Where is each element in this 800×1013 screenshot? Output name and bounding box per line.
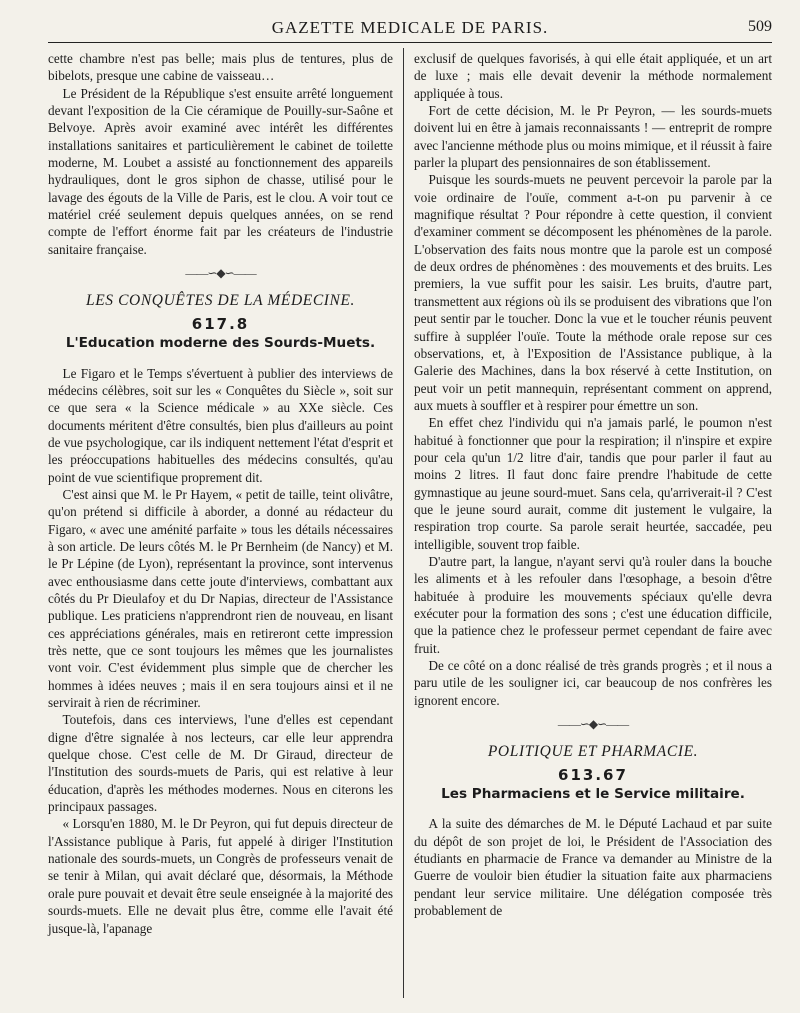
page-number: 509: [748, 18, 772, 35]
paragraph: C'est ainsi que M. le Pr Hayem, « petit de taille, teint olivâtre, qu'on prétend si difficile à aborder, a donné au rédacteur du Figaro, « avec une aménité parfaite » tous les détails nécessaires à son article. De leurs côtés M. le Pr Bernheim (de Nancy) et M. le Pr Lépine (de Lyon), représentant la province, sont intervenus avec enthousiasme dans cette joute d'interviews, combattant aux côtés du Pr Dieulafoy et du Dr Napias, directeur de l'Assistance publique. Les praticiens n'apprendront rien de nouveau, en lisant ces appréciations générales, mais en retireront cette impression très nette, que ce sont toujours les mêmes que les journalistes vont voir. C'est évidemment plus simple que de chercher les hommes à idées neuves ; mais il en sera toujours ainsi et il ne servirait à rien de récriminer.: [48, 486, 393, 711]
left-column: [48, 50, 393, 937]
journal-title: GAZETTE MEDICALE DE PARIS.: [271, 18, 549, 37]
article-number: 617.8: [191, 314, 250, 333]
column-divider: [403, 48, 404, 998]
paragraph: « Lorsqu'en 1880, M. le Dr Peyron, qui fut depuis directeur de l'Assistance publique à Paris, fut appelé à diriger l'Institution nationale des sourds-muets, un Congrès de professeurs venait de se tenir à Milan, qui avait déclaré que, désormais, la Méthode orale pure pouvait et devait être seule enseignée à la majorité des sourds-muets. Elle ne devait plus être, comme elle l'avait été jusque-là, l'apanage: [48, 816, 393, 936]
paragraph: Puisque les sourds-muets ne peuvent percevoir la parole par la voie ordinaire de l'ouïe, comment a-t-on pu parvenir à ce magnifique résultat ? Pour répondre à cette question, il convient d'examiner comment se décomposent les phénomènes de la parole. L'observation des faits nous montre que la parole est un composé de deux ordres de phénomènes : des mouvements et des bruits. Les premiers, la vue suffit pour les saisir. Les bruits, d'autre part, transmettent aux régions où ils se produisent des vibrations que l'on peut sentir par le toucher. Donc la vue et le toucher réunis peuvent suffire à suppléer l'ouïe. Toute la méthode orale repose sur ces observations, et, à l'Exposition de l'Assistance publique, à la Galerie des Machines, dans la box réservé à cette Institution, on peut voir un petit mannequin, représentant comment on apprend, aux muets à souffler et à respirer pour émettre un son.: [414, 172, 772, 413]
paragraph: Le Figaro et le Temps s'évertuent à publier des interviews de médecins célèbres, soit sur les « Conquêtes du Siècle », soit sur ce que sera « la Science médicale » au XXe siècle. Ces documents méritent d'être consultés, bien plus d'ailleurs au point de vue psychologique, car ils indiquent nettement l'état d'esprit et les préoccupations habituelles des médecins consultés, qu'au point de vue scientifique proprement dit.: [48, 365, 393, 485]
paragraph: exclusif de quelques favorisés, à qui elle était appliquée, et un art de luxe ; mais elle devait devenir la méthode normalement appliquée à tous.: [414, 51, 772, 101]
section-title: POLITIQUE ET PHARMACIE.: [487, 743, 699, 761]
right-column: [414, 50, 772, 920]
paragraph: D'autre part, la langue, n'ayant servi qu'à rouler dans la bouche les aliments et à les refouler dans l'œsophage, a besoin d'être habituée à produire les mouvements spéciaux qu'elle devra exécuter pour la formation des sons ; c'est une éducation difficile, que la patience chez le professeur permet cependant de faire avec fruit.: [414, 553, 772, 656]
ornament-divider: ——∽◆∽——: [557, 717, 629, 732]
page-header: [48, 16, 772, 43]
paragraph: De ce côté on a donc réalisé de très grands progrès ; et il nous a paru utile de les souligner ici, car beaucoup de nos confrères les ignorent encore.: [414, 658, 772, 708]
article-title: L'Education moderne des Sourds-Muets.: [65, 335, 376, 352]
paragraph: cette chambre n'est pas belle; mais plus de tentures, plus de bibelots, presque une cabine de vaisseau…: [48, 51, 393, 84]
section-title: LES CONQUÊTES DE LA MÉDECINE.: [86, 292, 355, 310]
paragraph: Fort de cette décision, M. le Pr Peyron, — les sourds-muets doivent lui en être à jamais reconnaissants ! — entreprit de rompre avec l'ancienne méthode plus ou moins mimique, et il réussit à faire parler la plupart des pensionnaires de son établissement.: [414, 103, 772, 171]
paragraph: Le Président de la République s'est ensuite arrêté longuement devant l'exposition de la Cie céramique de Pouilly-sur-Saône et Belvoye. Après avoir examiné avec intérêt les différentes installations sanitaires et particulièrement le cabinet de toilette moderne, M. Loubet a assisté au fonctionnement des appareils hydrauliques, dont le gros siphon de chasse, utilisé pour le lavage des égouts de la Ville de Paris, est le clou. A voir tout ce matériel créé seulement depuis quelques années, on se rend compte de l'effort énorme fait par les créateurs de l'industrie sanitaire française.: [48, 85, 393, 257]
paragraph: A la suite des démarches de M. le Député Lachaud et par suite du dépôt de son projet de loi, le Président de l'Association des étudiants en pharmacie de France va demander au Ministre de la Guerre de vouloir bien étudier la situation faite aux pharmaciens pendant leur service militaire. Une délégation composée très probablement de: [414, 816, 772, 919]
article-title: Les Pharmaciens et le Service militaire.: [441, 786, 745, 803]
paragraph: Toutefois, dans ces interviews, l'une d'elles est cependant digne d'être signalée à nos lecteurs, car elle leur apprendra quelque chose. C'est celle de M. Dr Giraud, directeur de l'Institution des sourds-muets de Paris, qui est relative à leur éducation, d'après les méthodes modernes. Nous en citerons les principaux passages.: [48, 712, 393, 815]
paragraph: En effet chez l'individu qui n'a jamais parlé, le poumon n'est habitué à fonctionner que pour la respiration; il n'inspire et expire pour cela qu'un 1/2 litre d'air, tandis que pour parler il faut au moins 2 litres. Il faut donc faire prendre l'habitude de cette gymnastique au jeune sourd-muet. Sans cela, qu'arriverait-il ? C'est que le jeune sourd aurait, comme dit justement le vulgaire, la respiration trop courte. Sa parole serait heurtée, saccadée, peu intelligible, souvent trop faible.: [414, 415, 772, 552]
article-number: 613.67: [558, 765, 628, 784]
ornament-divider: ——∽◆∽——: [185, 266, 256, 281]
